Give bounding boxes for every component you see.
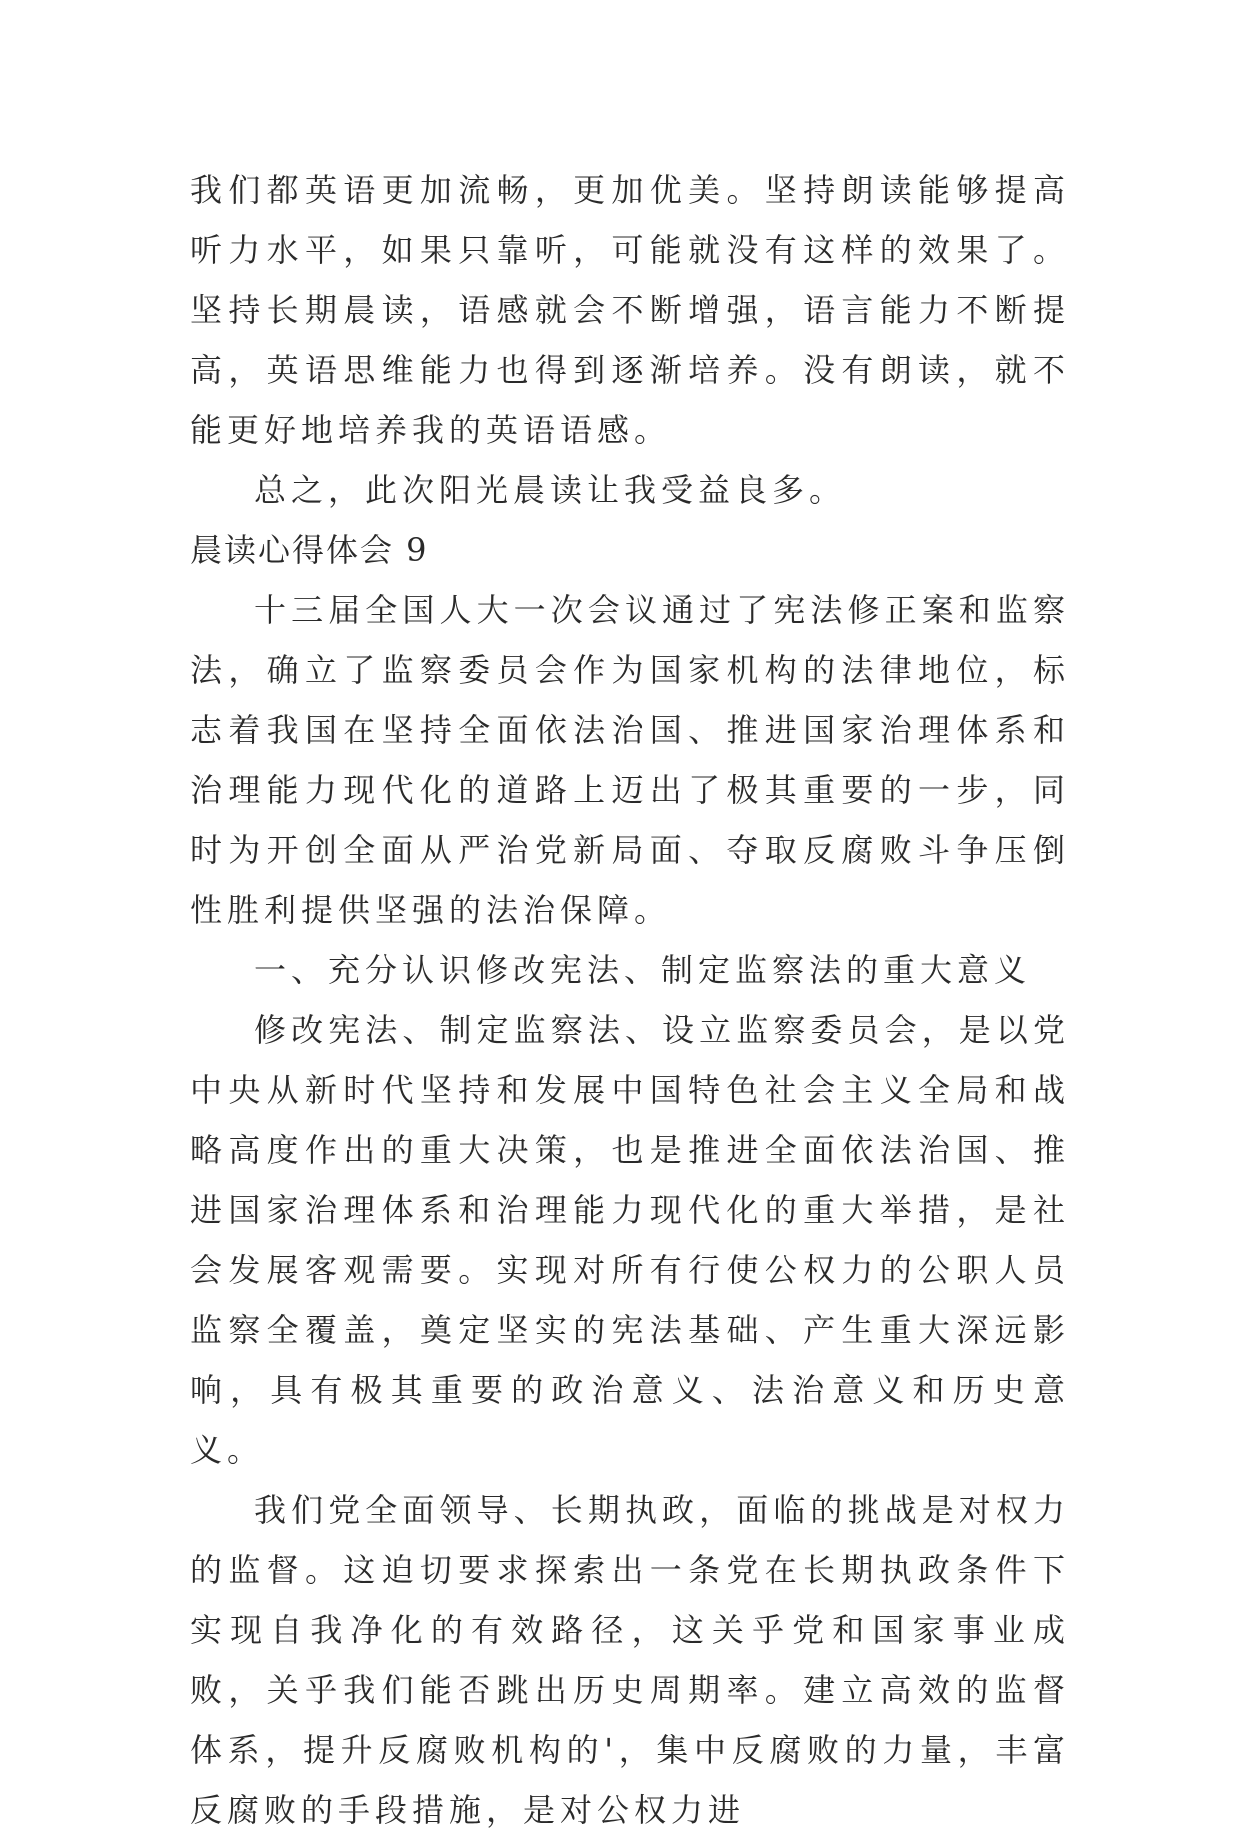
section-title: 晨读心得体会 9 — [190, 531, 429, 569]
paragraph-continued: 我们都英语更加流畅，更加优美。坚持朗读能够提高听力水平，如果只靠听，可能就没有这样的效果了。坚持长期晨读，语感就会不断增强，语言能力不断提高，英语思维能力也得到逐渐培养。没有朗读，就不能更好地培养我的英语语感。 — [190, 171, 1070, 449]
document-body — [190, 160, 1070, 1840]
subheading-significance: 一、充分认识修改宪法、制定监察法的重大意义 — [254, 951, 1032, 989]
paragraph-conclusion: 总之，此次阳光晨读让我受益良多。 — [254, 471, 847, 509]
paragraph-intro: 十三届全国人大一次会议通过了宪法修正案和监察法，确立了监察委员会作为国家机构的法律地位，标志着我国在坚持全面依法治国、推进国家治理体系和治理能力现代化的道路上迈出了极其重要的一步，同时为开创全面从严治党新局面、夺取反腐败斗争压倒性胜利提供坚强的法治保障。 — [190, 591, 1070, 929]
paragraph-supervision: 我们党全面领导、长期执政，面临的挑战是对权力的监督。这迫切要求探索出一条党在长期执政条件下实现自我净化的有效路径，这关乎党和国家事业成败，关乎我们能否跳出历史周期率。建立高效的监督体系，提升反腐败机构的'，集中反腐败的力量，丰富反腐败的手段措施，是对公权力进 — [190, 1491, 1070, 1829]
paragraph-significance: 修改宪法、制定监察法、设立监察委员会，是以党中央从新时代坚持和发展中国特色社会主义全局和战略高度作出的重大决策，也是推进全面依法治国、推进国家治理体系和治理能力现代化的重大举措，是社会发展客观需要。实现对所有行使公权力的公职人员监察全覆盖，奠定坚实的宪法基础、产生重大深远影响，具有极其重要的政治意义、法治意义和历史意义。 — [190, 1011, 1070, 1469]
